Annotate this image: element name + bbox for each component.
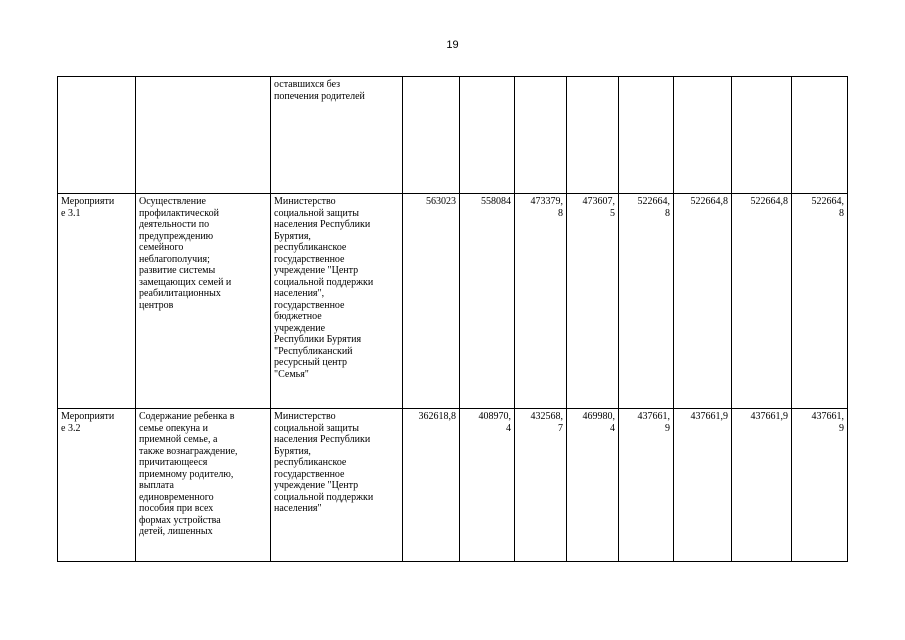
- value-cell: 437661, 9: [792, 409, 848, 562]
- value-cell: [674, 77, 732, 194]
- value-cell: 473379, 8: [515, 194, 567, 409]
- value-cell: [792, 77, 848, 194]
- value-cell: [567, 77, 619, 194]
- measure-description-cell: Осуществление профилактической деятельности по предупреждению семейного неблагополучия; развитие системы замещающих семей и реабилитационных центров: [136, 194, 271, 409]
- value-cell: 469980, 4: [567, 409, 619, 562]
- value-cell: 408970, 4: [460, 409, 515, 562]
- executor-cell: Министерство социальной защиты населения Республики Бурятия, республиканское государственное учреждение "Центр социальной поддержки населения", государственное бюджетное учреждение Республики Бурятия "Республиканский ресурсный центр "Семья": [271, 194, 403, 409]
- table-row: [58, 77, 848, 194]
- executor-cell: Министерство социальной защиты населения Республики Бурятия, республиканское государственное учреждение "Центр социальной поддержки населения": [271, 409, 403, 562]
- value-cell: 437661,9: [674, 409, 732, 562]
- value-cell: 563023: [403, 194, 460, 409]
- value-cell: 437661,9: [732, 409, 792, 562]
- table-row: [58, 194, 848, 409]
- value-cell: 432568, 7: [515, 409, 567, 562]
- value-cell: 522664,8: [732, 194, 792, 409]
- value-cell: [515, 77, 567, 194]
- program-measures-table: [57, 76, 848, 562]
- value-cell: [619, 77, 674, 194]
- value-cell: 362618,8: [403, 409, 460, 562]
- value-cell: 522664, 8: [619, 194, 674, 409]
- measure-description-cell: Содержание ребенка в семье опекуна и приемной семье, а также вознаграждение, причитающееся приемному родителю, выплата единовременного пособия при всех формах устройства детей, лишенных: [136, 409, 271, 562]
- value-cell: [732, 77, 792, 194]
- page-number: 19: [446, 39, 459, 51]
- value-cell: [403, 77, 460, 194]
- value-cell: 522664,8: [674, 194, 732, 409]
- measure-name-cell: Мероприяти е 3.1: [58, 194, 136, 409]
- value-cell: [460, 77, 515, 194]
- measure-description-cell: [136, 77, 271, 194]
- value-cell: 437661, 9: [619, 409, 674, 562]
- table-row: [58, 409, 848, 562]
- measure-name-cell: [58, 77, 136, 194]
- value-cell: 473607, 5: [567, 194, 619, 409]
- executor-cell: оставшихся без попечения родителей: [271, 77, 403, 194]
- measure-name-cell: Мероприяти е 3.2: [58, 409, 136, 562]
- value-cell: 558084: [460, 194, 515, 409]
- value-cell: 522664, 8: [792, 194, 848, 409]
